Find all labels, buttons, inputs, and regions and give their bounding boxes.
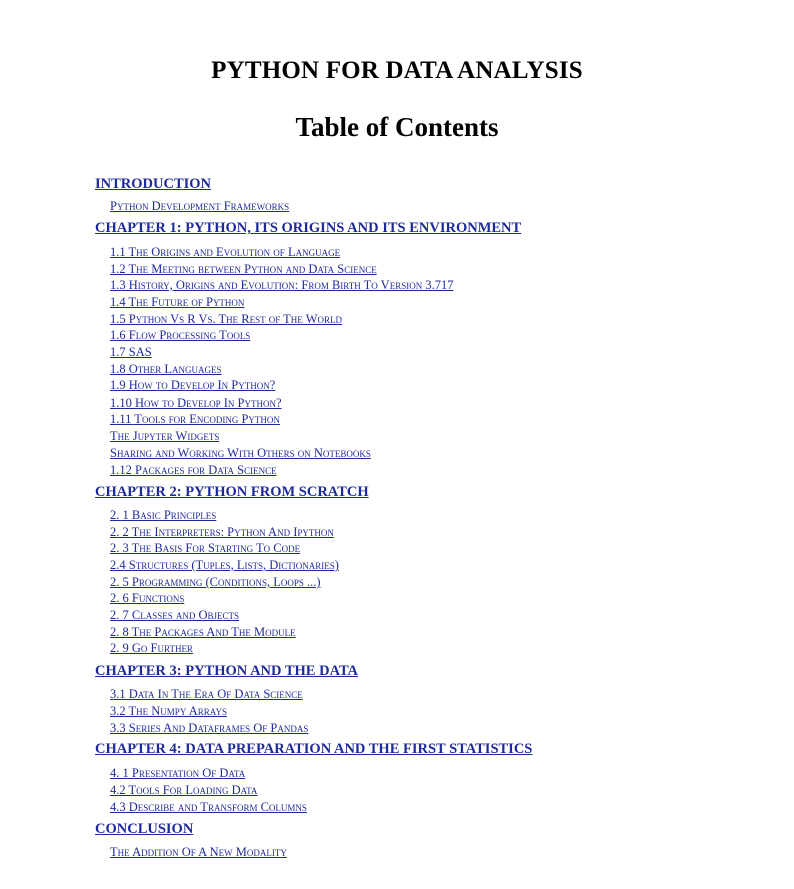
toc-link-1-12[interactable]: 1.12 Packages for Data Science [110, 463, 277, 477]
toc-link-1-6[interactable]: 1.6 Flow Processing Tools [110, 328, 251, 342]
toc-link-2-3[interactable]: 2. 3 The Basis For Starting To Code [110, 541, 301, 555]
toc-link-chapter-3[interactable]: CHAPTER 3: PYTHON AND THE DATA [95, 663, 359, 679]
toc-link-4-1[interactable]: 4. 1 Presentation Of Data [110, 766, 246, 780]
toc-link-conclusion[interactable]: CONCLUSION [95, 821, 194, 837]
toc-link-2-6[interactable]: 2. 6 Functions [110, 591, 185, 605]
toc-link-1-5[interactable]: 1.5 Python Vs R Vs. The Rest of The World [110, 312, 343, 326]
toc-link-1-1[interactable]: 1.1 The Origins and Evolution of Language [110, 245, 341, 259]
toc-link-1-10[interactable]: 1.10 How to Develop In Python? [110, 396, 282, 410]
toc-link-2-1[interactable]: 2. 1 Basic Principles [110, 508, 217, 522]
toc-link-4-3[interactable]: 4.3 Describe and Transform Columns [110, 800, 307, 814]
toc-link-1-2[interactable]: 1.2 The Meeting between Python and Data Science [110, 262, 377, 276]
toc-link-3-2[interactable]: 3.2 The Numpy Arrays [110, 704, 227, 718]
toc-link-python-development-frameworks[interactable]: Python Development Frameworks [110, 199, 290, 213]
toc-link-1-9[interactable]: 1.9 How to Develop In Python? [110, 378, 276, 392]
toc-heading: Table of Contents [295, 112, 499, 142]
toc-link-3-1[interactable]: 3.1 Data In The Era Of Data Science [110, 687, 303, 701]
toc-link-1-7[interactable]: 1.7 SAS [110, 345, 152, 359]
toc-link-chapter-4[interactable]: CHAPTER 4: DATA PREPARATION AND THE FIRST STATISTICS [95, 741, 533, 757]
toc-link-2-5[interactable]: 2. 5 Programming (Conditions, Loops ...) [110, 575, 321, 589]
toc-link-4-2[interactable]: 4.2 Tools For Loading Data [110, 783, 258, 797]
toc-link-jupyter-widgets[interactable]: The Jupyter Widgets [110, 429, 220, 443]
toc-link-2-7[interactable]: 2. 7 Classes and Objects [110, 608, 240, 622]
toc-link-1-4[interactable]: 1.4 The Future of Python [110, 295, 245, 309]
toc-link-sharing-notebooks[interactable]: Sharing and Working With Others on Notebooks [110, 446, 371, 460]
toc-link-1-3[interactable]: 1.3 History, Origins and Evolution: From Birth To Version 3.717 [110, 278, 454, 292]
toc-link-2-4[interactable]: 2.4 Structures (Tuples, Lists, Dictionaries) [110, 558, 339, 572]
toc-link-2-8[interactable]: 2. 8 The Packages And The Module [110, 625, 296, 639]
toc-link-2-2[interactable]: 2. 2 The Interpreters: Python And Ipython [110, 525, 334, 539]
toc-link-chapter-2[interactable]: CHAPTER 2: PYTHON FROM SCRATCH [95, 484, 369, 500]
toc-link-new-modality[interactable]: The Addition Of A New Modality [110, 845, 287, 859]
toc-link-2-9[interactable]: 2. 9 Go Further [110, 641, 193, 655]
toc-link-1-8[interactable]: 1.8 Other Languages [110, 362, 222, 376]
document-title: PYTHON FOR DATA ANALYSIS [211, 57, 583, 84]
toc-link-1-11[interactable]: 1.11 Tools for Encoding Python [110, 412, 280, 426]
toc-link-3-3[interactable]: 3.3 Series And Dataframes Of Pandas [110, 721, 309, 735]
toc-link-introduction[interactable]: INTRODUCTION [95, 176, 212, 192]
toc-link-chapter-1[interactable]: CHAPTER 1: PYTHON, ITS ORIGINS AND ITS ENVIRONMENT [95, 220, 522, 236]
